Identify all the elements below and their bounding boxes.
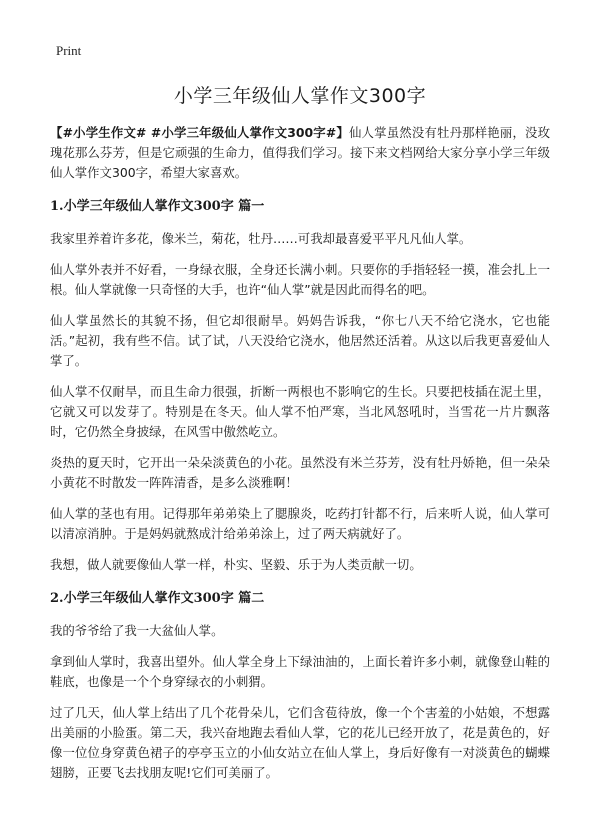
paragraph: 炎热的夏天时，它开出一朵朵淡黄色的小花。虽然没有米兰芬芳，没有牡丹娇艳，但一朵朵小黄花不时散发一阵阵清香，是多么淡雅啊！ [50, 455, 550, 490]
paragraph: 我家里养着许多花，像米兰，菊花，牡丹……可我却最喜爱平平凡凡仙人掌。 [50, 231, 472, 246]
intro-tags: 【#小学生作文# #小学三年级仙人掌作文300字#】 [50, 125, 349, 140]
section-heading-1: 1.小学三年级仙人掌作文300字 篇一 [50, 199, 265, 214]
section-heading-2: 2.小学三年级仙人掌作文300字 篇二 [50, 591, 265, 606]
paragraph: 我的爷爷给了我一大盆仙人掌。 [50, 623, 224, 638]
paragraph: 仙人掌不仅耐旱，而且生命力很强，折断一两根也不影响它的生长。只要把枝插在泥土里，它就又可以发芽了。特别是在冬天。仙人掌不怕严寒，当北风怒吼时，当雪花一片片飘落时，它仍然全身披绿，在风雪中傲然屹立。 [50, 384, 550, 439]
intro-text: 仙人掌虽然没有牡丹那样艳丽，没玫瑰花那么芬芳，但是它顽强的生命力，值得我们学习。接下来文档网给大家分享小学三年级仙人掌作文300字，希望大家喜欢。 [50, 125, 550, 180]
intro-paragraph [50, 123, 550, 183]
paragraph: 拿到仙人掌时，我喜出望外。仙人掌全身上下绿油油的，上面长着许多小刺，就像登山鞋的鞋底，也像是一个个身穿绿衣的小刺猬。 [50, 654, 550, 689]
paragraph: 仙人掌的茎也有用。记得那年弟弟染上了腮腺炎，吃药打针都不行，后来听人说，仙人掌可以清凉消肿。于是妈妈就熬成汁给弟弟涂上，过了两天病就好了。 [50, 506, 550, 541]
print-link[interactable]: Print [56, 43, 82, 58]
paragraph: 过了几天，仙人掌上结出了几个花骨朵儿，它们含苞待放，像一个个害羞的小姑娘，不想露出美丽的小脸蛋。第二天，我兴奋地跑去看仙人掌，它的花儿已经开放了，花是黄色的，好像一位位身穿黄色裙子的亭亭玉立的小仙女站立在仙人掌上，身后好像有一对淡黄色的蝴蝶翅膀，正要飞去找朋友呢!它们可美丽了。 [50, 705, 550, 780]
paragraph: 仙人掌外表并不好看，一身绿衣服，全身还长满小刺。只要你的手指轻轻一摸，准会扎上一根。仙人掌就像一只奇怪的大手，也许“仙人掌”就是因此而得名的吧。 [50, 262, 550, 297]
page-title: 小学三年级仙人掌作文300字 [173, 85, 427, 107]
paragraph: 仙人掌虽然长的其貌不扬，但它却很耐旱。妈妈告诉我，“你七八天不给它浇水，它也能活。”起初，我有些不信。试了试，八天没给它浇水，他居然还活着。从这以后我更喜爱仙人掌了。 [50, 313, 550, 368]
paragraph: 我想，做人就要像仙人掌一样，朴实、坚毅、乐于为人类贡献一切。 [50, 557, 422, 572]
